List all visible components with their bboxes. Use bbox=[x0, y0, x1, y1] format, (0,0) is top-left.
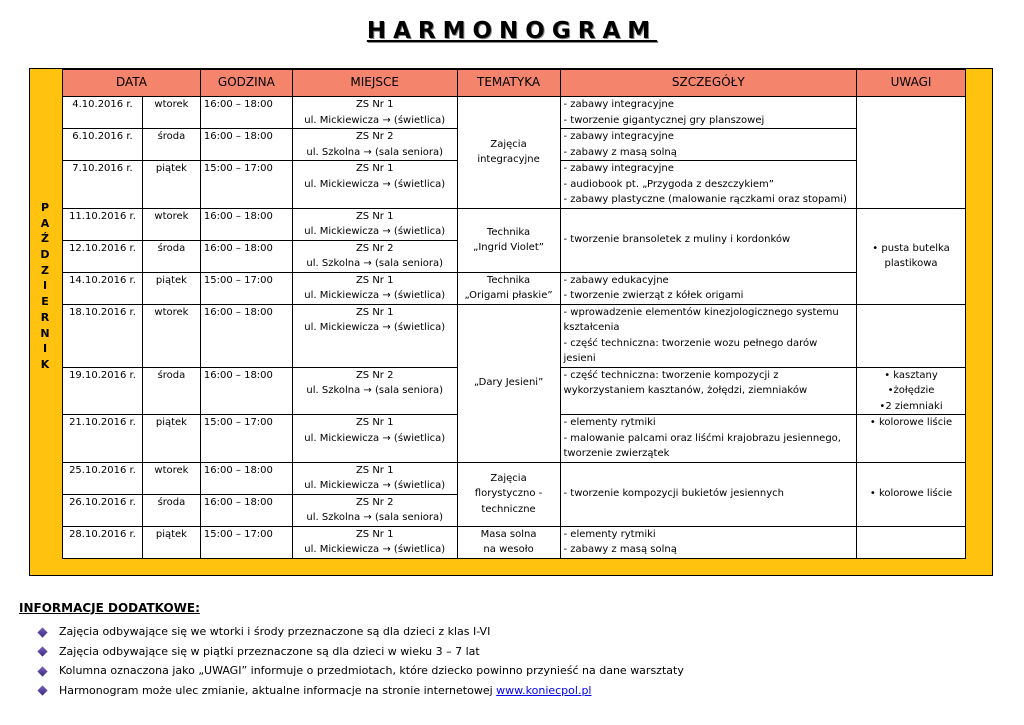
row-details: - zabawy edukacyjne - tworzenie zwierząt z kółek origami bbox=[560, 272, 857, 304]
row-date: 19.10.2016 r. bbox=[63, 367, 143, 415]
row-notes bbox=[857, 97, 966, 209]
row-time: 16:00 – 18:00 bbox=[200, 240, 292, 272]
row-topic: Technika „Ingrid Violet” bbox=[457, 208, 560, 272]
row-notes: • pusta butelka plastikowa bbox=[857, 208, 966, 304]
schedule-table bbox=[62, 69, 966, 559]
row-date: 28.10.2016 r. bbox=[63, 526, 143, 558]
info-item: Zajęcia odbywające się we wtorki i środy przeznaczone są dla dzieci z klas I-VI bbox=[38, 622, 684, 642]
row-details: - tworzenie kompozycji bukietów jesiennych bbox=[560, 462, 857, 526]
row-date: 25.10.2016 r. bbox=[63, 462, 143, 494]
row-place: ZS Nr 2 ul. Szkolna → (sala seniora) bbox=[292, 494, 457, 526]
row-date: 4.10.2016 r. bbox=[63, 97, 143, 129]
row-topic: Zajęcia florystyczno - techniczne bbox=[457, 462, 560, 526]
row-date: 21.10.2016 r. bbox=[63, 415, 143, 463]
row-details: - wprowadzenie elementów kinezjologicznego systemu kształcenia - część techniczna: tworzenie wozu pełnego darów jesieni bbox=[560, 304, 857, 367]
row-place: ZS Nr 1 ul. Mickiewicza → (świetlica) bbox=[292, 272, 457, 304]
info-item: Harmonogram może ulec zmianie, aktualne informacje na stronie internetowej www.koniecpol.pl bbox=[38, 681, 684, 701]
row-date: 14.10.2016 r. bbox=[63, 272, 143, 304]
row-day: środa bbox=[142, 129, 200, 161]
row-place: ZS Nr 1 ul. Mickiewicza → (świetlica) bbox=[292, 208, 457, 240]
row-day: wtorek bbox=[142, 462, 200, 494]
table-row bbox=[63, 97, 966, 129]
info-item: Kolumna oznaczona jako „UWAGI” informuje o przedmiotach, które dziecko powinno przynieść na dane warsztaty bbox=[38, 661, 684, 681]
header-godzina: GODZINA bbox=[200, 70, 292, 97]
header-data: DATA bbox=[63, 70, 201, 97]
row-day: piątek bbox=[142, 272, 200, 304]
row-time: 16:00 – 18:00 bbox=[200, 129, 292, 161]
row-day: wtorek bbox=[142, 208, 200, 240]
row-place: ZS Nr 2 ul. Szkolna → (sala seniora) bbox=[292, 240, 457, 272]
row-notes bbox=[857, 526, 966, 558]
table-row bbox=[63, 272, 966, 304]
bullet-icon bbox=[37, 646, 47, 656]
header-tematyka: TEMATYKA bbox=[457, 70, 560, 97]
row-place: ZS Nr 2 ul. Szkolna → (sala seniora) bbox=[292, 367, 457, 415]
month-letter: I bbox=[42, 342, 48, 356]
row-day: wtorek bbox=[142, 304, 200, 367]
row-time: 16:00 – 18:00 bbox=[200, 462, 292, 494]
header-szczegoly: SZCZEGÓŁY bbox=[560, 70, 857, 97]
row-time: 16:00 – 18:00 bbox=[200, 367, 292, 415]
row-topic: „Dary Jesieni” bbox=[457, 304, 560, 462]
row-day: środa bbox=[142, 240, 200, 272]
row-details: - zabawy integracyjne - audiobook pt. „Przygoda z deszczykiem” - zabawy plastyczne (malowanie rączkami oraz stopami) bbox=[560, 161, 857, 209]
month-letter: Z bbox=[41, 263, 49, 277]
header-uwagi: UWAGI bbox=[857, 70, 966, 97]
info-list bbox=[38, 622, 684, 700]
row-topic: Technika „Origami płaskie” bbox=[457, 272, 560, 304]
row-time: 15:00 – 17:00 bbox=[200, 415, 292, 463]
row-day: piątek bbox=[142, 526, 200, 558]
row-day: środa bbox=[142, 494, 200, 526]
row-day: piątek bbox=[142, 415, 200, 463]
row-topic: Zajęcia integracyjne bbox=[457, 97, 560, 209]
row-date: 12.10.2016 r. bbox=[63, 240, 143, 272]
table-row bbox=[63, 304, 966, 367]
row-date: 6.10.2016 r. bbox=[63, 129, 143, 161]
info-item: Zajęcia odbywające się w piątki przeznaczone są dla dzieci w wieku 3 – 7 lat bbox=[38, 642, 684, 662]
row-notes bbox=[857, 304, 966, 367]
row-details: - zabawy integracyjne - zabawy z masą solną bbox=[560, 129, 857, 161]
row-place: ZS Nr 1 ul. Mickiewicza → (świetlica) bbox=[292, 526, 457, 558]
month-letter: A bbox=[40, 216, 50, 230]
row-place: ZS Nr 1 ul. Mickiewicza → (świetlica) bbox=[292, 161, 457, 209]
row-date: 11.10.2016 r. bbox=[63, 208, 143, 240]
table-row bbox=[63, 208, 966, 240]
page-title: HARMONOGRAM bbox=[366, 18, 658, 44]
row-date: 18.10.2016 r. bbox=[63, 304, 143, 367]
row-details: - elementy rytmiki - malowanie palcami oraz liśćmi krajobrazu jesiennego, tworzenie zwierzątek bbox=[560, 415, 857, 463]
month-letter: P bbox=[40, 201, 50, 214]
row-date: 26.10.2016 r. bbox=[63, 494, 143, 526]
bullet-icon bbox=[37, 627, 47, 637]
row-time: 16:00 – 18:00 bbox=[200, 494, 292, 526]
row-day: wtorek bbox=[142, 97, 200, 129]
bullet-icon bbox=[37, 666, 47, 676]
bullet-icon bbox=[37, 685, 47, 695]
month-label bbox=[30, 200, 60, 420]
row-place: ZS Nr 2 ul. Szkolna → (sala seniora) bbox=[292, 129, 457, 161]
row-time: 15:00 – 17:00 bbox=[200, 272, 292, 304]
row-topic: Masa solna na wesoło bbox=[457, 526, 560, 558]
row-date: 7.10.2016 r. bbox=[63, 161, 143, 209]
row-time: 16:00 – 18:00 bbox=[200, 304, 292, 367]
row-time: 15:00 – 17:00 bbox=[200, 161, 292, 209]
row-notes: • kasztany •żołędzie •2 ziemniaki bbox=[857, 367, 966, 415]
row-place: ZS Nr 1 ul. Mickiewicza → (świetlica) bbox=[292, 304, 457, 367]
month-letter: R bbox=[40, 310, 50, 324]
row-details: - część techniczna: tworzenie kompozycji z wykorzystaniem kasztanów, żołędzi, ziemniaków bbox=[560, 367, 857, 415]
month-letter: N bbox=[40, 326, 50, 340]
table-row bbox=[63, 526, 966, 558]
row-time: 16:00 – 18:00 bbox=[200, 97, 292, 129]
row-details: - tworzenie bransoletek z muliny i kordonków bbox=[560, 208, 857, 272]
row-details: - elementy rytmiki - zabawy z masą solną bbox=[560, 526, 857, 558]
month-letter: I bbox=[42, 279, 48, 293]
row-time: 15:00 – 17:00 bbox=[200, 526, 292, 558]
row-details: - zabawy integracyjne - tworzenie gigantycznej gry planszowej bbox=[560, 97, 857, 129]
row-day: środa bbox=[142, 367, 200, 415]
month-letter: E bbox=[41, 295, 49, 309]
row-notes: • kolorowe liście bbox=[857, 462, 966, 526]
info-heading: INFORMACJE DODATKOWE: bbox=[19, 601, 200, 615]
row-notes: • kolorowe liście bbox=[857, 415, 966, 463]
header-miejsce: MIEJSCE bbox=[292, 70, 457, 97]
month-letter: Ź bbox=[41, 232, 49, 246]
row-day: piątek bbox=[142, 161, 200, 209]
month-letter: D bbox=[40, 248, 50, 262]
row-place: ZS Nr 1 ul. Mickiewicza → (świetlica) bbox=[292, 462, 457, 494]
row-time: 16:00 – 18:00 bbox=[200, 208, 292, 240]
table-row bbox=[63, 462, 966, 494]
website-link[interactable]: www.koniecpol.pl bbox=[496, 683, 592, 697]
row-place: ZS Nr 1 ul. Mickiewicza → (świetlica) bbox=[292, 415, 457, 463]
row-place: ZS Nr 1 ul. Mickiewicza → (świetlica) bbox=[292, 97, 457, 129]
month-letter: K bbox=[40, 357, 50, 371]
